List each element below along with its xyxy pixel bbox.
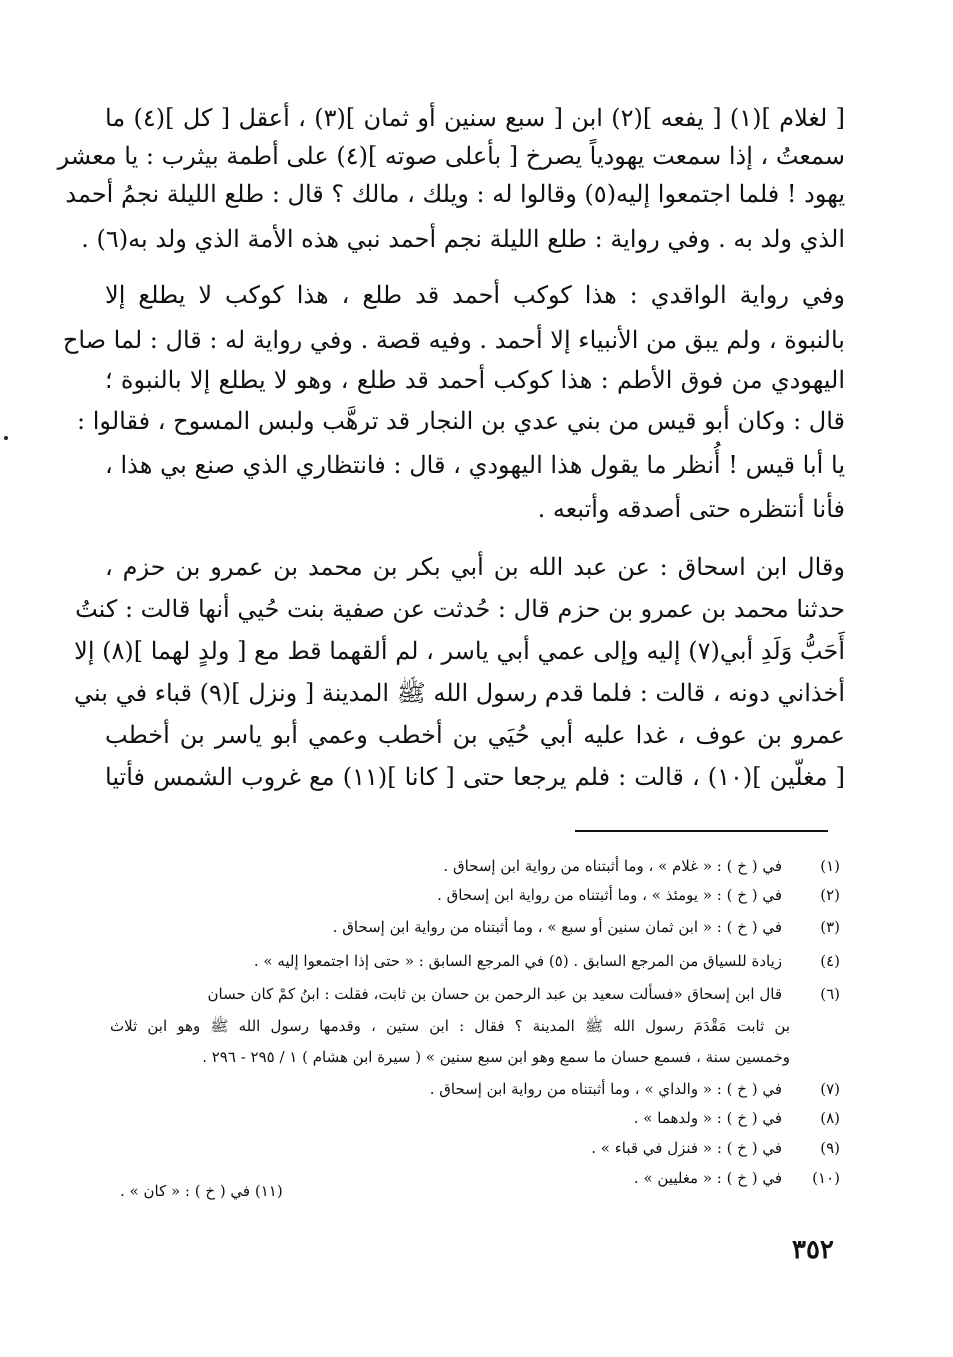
body-line-1: [ لغلام ](١) [ يفعه ](٢) ابن [ سبع سنين أو ثمان ](٣) ، أعقل [ كل ](٤) ما [105, 104, 845, 132]
footnote-text: زيادة للسياق من المرجع السابق . (٥) في المرجع السابق : « حتى إذا اجتمعوا إليه » . [253, 952, 782, 970]
footnote-6-continuation-2: وخمسين سنة ، فسمع حسان ما سمع وهو ابن سبع سنين » ( سيرة ابن هشام ) ١ / ٢٩٥ - ٢٩٦ . [202, 1048, 790, 1066]
body-line-11: وقال ابن اسحاق : عن عبد الله بن أبي بكر بن محمد بن عمرو بن حزم ، [105, 553, 845, 581]
footnote-text: في ( خ ) : « والداي » ، وما أثبتناه من رواية ابن إسحاق . [429, 1080, 782, 1098]
footnote-number: (١) [820, 857, 840, 875]
footnote-text: في ( خ ) : « ابن ثمان سنين أو سبع » ، وما أثبتناه من رواية ابن إسحاق . [332, 918, 782, 936]
body-line-13: أَحَبُّ وَلَدِ أبي(٧) إليه وإلى عمي أبي ياسر ، لم ألقهما قط مع [ ولدٍ لهما ](٨) إلا [74, 637, 845, 665]
margin-dot [4, 436, 8, 440]
footnote-number: (٣) [820, 918, 840, 936]
body-line-4: الذي ولد به . وفي رواية : طلع الليلة نجم أحمد نبي هذه الأمة الذي ولد به(٦) . [81, 225, 845, 253]
body-line-7: اليهودي من فوق الأطم : هذا كوكب أحمد قد طلع ، وهو لا يطلع إلا بالنبوة ؛ [105, 366, 845, 394]
footnote-text: في ( خ ) : « يومئذ » ، وما أثبتناه من رواية ابن إسحاق . [437, 886, 782, 904]
footnote-text: في ( خ ) : « مغليين » . [633, 1169, 782, 1187]
footnote-number: (٩) [820, 1139, 840, 1157]
footnote-text: في ( خ ) : « غلام » ، وما أثبتناه من رواية ابن إسحاق . [443, 857, 782, 875]
footnote-number: (٢) [820, 886, 840, 904]
footnote-number: (٦) [820, 985, 840, 1003]
footnote-11: (١١) في ( خ ) : « كان » . [120, 1182, 283, 1200]
body-line-10: فأنا أنتظره حتى أصدقه وأتبعه . [537, 495, 845, 523]
body-line-16: [ مغلّين ](١٠) ، قالت : فلم يرجعا حتى [ كانا ](١١) مع غروب الشمس فأتيا [105, 763, 845, 791]
footnote-number: (٤) [820, 952, 840, 970]
footnote-number: (١٠) [812, 1169, 840, 1187]
footnote-number: (٧) [820, 1080, 840, 1098]
footnote-text: في ( خ ) : « فنزل في قباء » . [591, 1139, 782, 1157]
body-line-6: بالنبوة ، ولم يبق من الأنبياء إلا أحمد . وفيه قصة . وفي رواية له : قال : لما صاح [62, 326, 845, 354]
footnote-text: قال ابن إسحاق «فسألت سعيد بن عبد الرحمن بن حسان بن ثابت، فقلت : ابنُ كمْ كان حسان [207, 985, 782, 1003]
body-line-3: يهود ! فلما اجتمعوا إليه(٥) وقالوا له : ويلك ، مالك ؟ قال : طلع الليلة نجمُ أحمد [65, 180, 845, 208]
footnote-text: في ( خ ) : « ولدهما » . [633, 1109, 782, 1127]
page-number: ٣٥٢ [792, 1235, 834, 1265]
footnote-6-continuation-1: بن ثابت مَقْدَمَ رسول الله ﷺ المدينة ؟ فقال : ابن ستين ، وقدمها رسول الله ﷺ وهو ابن ثلاث [110, 1017, 790, 1035]
body-line-9: يا أبا قيس ! أُنظر ما يقول هذا اليهودي ، قال : فانتظاري الذي صنع بي هذا ، [105, 451, 845, 479]
body-line-2: سمعتُ ، إذا سمعت يهودياً يصرخ [ بأعلى صوته ](٤) على أطمة بيثرب : يا معشر [57, 142, 845, 170]
body-line-15: عمرو بن عوف ، غدا عليه أبي حُيَي بن أخطب وعمي أبو ياسر بن أخطب [105, 721, 845, 749]
body-line-12: حدثنا محمد بن عمرو بن حزم قال : حُدثت عن صفية بنت حُيي أنها قالت : كنتُ [75, 595, 845, 623]
body-line-14: أخذاني دونه ، قالت : فلما قدم رسول الله ﷺ المدينة [ ونزل ](٩) قباء في بني [74, 679, 845, 707]
footnote-number: (٨) [820, 1109, 840, 1127]
footnote-separator [575, 830, 828, 832]
body-line-8: قال : وكان أبو قيس من بني عدي بن النجار قد ترهَّب ولبس المسوح ، فقالوا : [77, 407, 845, 435]
body-line-5: وفي رواية الواقدي : هذا كوكب أحمد قد طلع ، هذا كوكب لا يطلع إلا [105, 281, 845, 309]
